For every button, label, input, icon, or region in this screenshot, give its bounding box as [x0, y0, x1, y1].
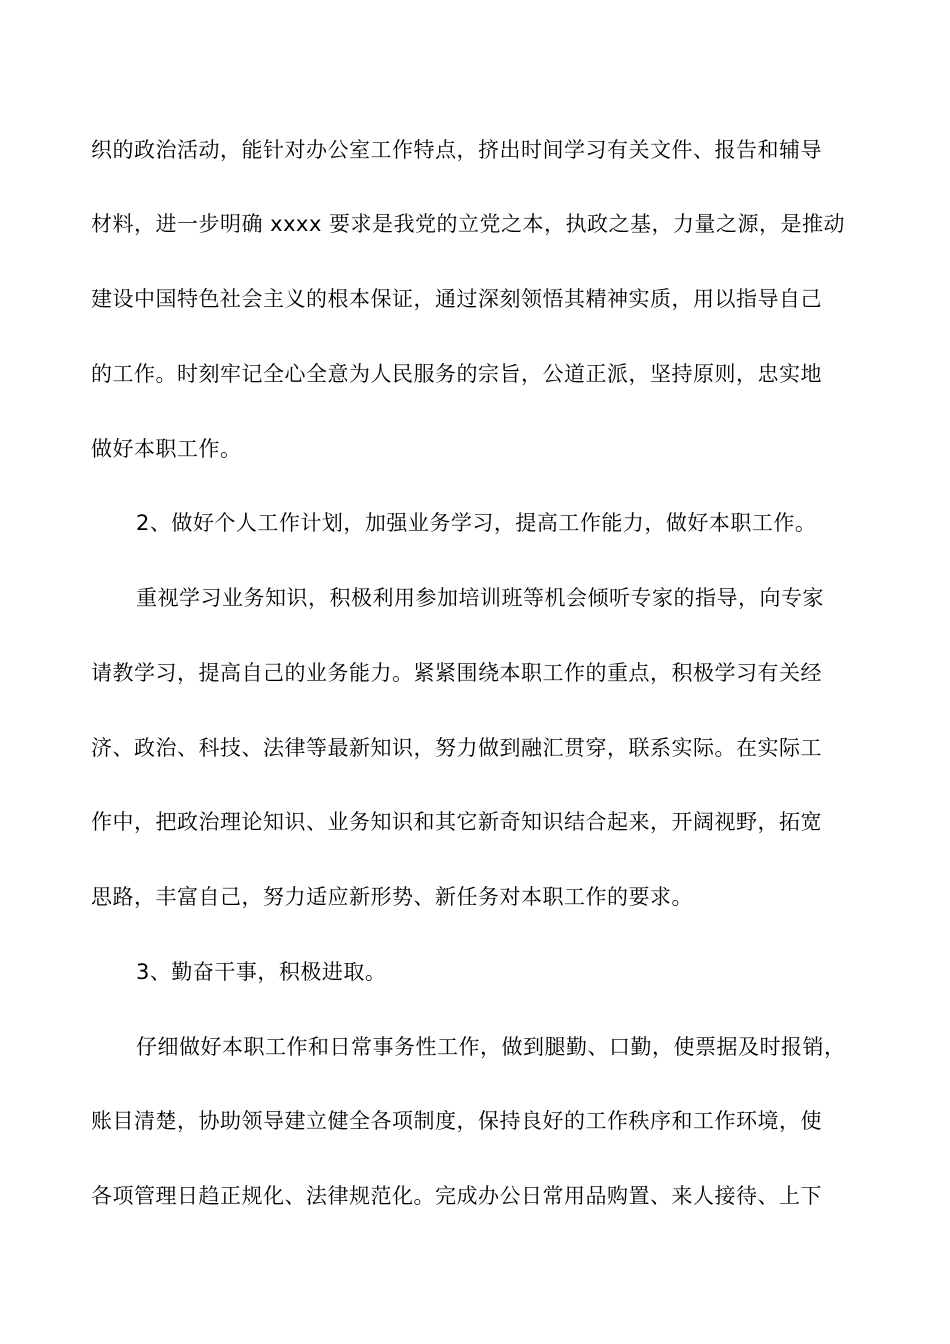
text-line: 济、政治、科技、法律等最新知识，努力做到融汇贯穿，联系实际。在实际工 [91, 736, 822, 760]
text-line: 材料，进一步明确 xxxx 要求是我党的立党之本，执政之基，力量之源，是推动 [91, 212, 846, 236]
text-line: 织的政治活动，能针对办公室工作特点，挤出时间学习有关文件、报告和辅导 [91, 138, 822, 162]
text-line: 建设中国特色社会主义的根本保证，通过深刻领悟其精神实质，用以指导自己 [91, 287, 822, 311]
text-line: 做好本职工作。 [91, 437, 242, 461]
text-line: 各项管理日趋正规化、法律规范化。完成办公日常用品购置、来人接待、上下 [91, 1184, 822, 1208]
text-line: 重视学习业务知识，积极利用参加培训班等机会倾听专家的指导，向专家 [136, 586, 824, 610]
section-heading: 2、做好个人工作计划，加强业务学习，提高工作能力，做好本职工作。 [136, 511, 817, 535]
text-line: 仔细做好本职工作和日常事务性工作，做到腿勤、口勤，使票据及时报销， [136, 1035, 846, 1059]
text-line: 的工作。时刻牢记全心全意为人民服务的宗旨，公道正派，坚持原则，忠实地 [91, 362, 822, 386]
section-heading: 3、勤奋干事，积极进取。 [136, 960, 387, 984]
text-line: 账目清楚，协助领导建立健全各项制度，保持良好的工作秩序和工作环境，使 [91, 1109, 822, 1133]
text-line: 思路，丰富自己，努力适应新形势、新任务对本职工作的要求。 [91, 885, 693, 909]
text-line: 请教学习，提高自己的业务能力。紧紧围绕本职工作的重点，积极学习有关经 [91, 661, 822, 685]
text-line: 作中，把政治理论知识、业务知识和其它新奇知识结合起来，开阔视野，拓宽 [91, 810, 822, 834]
